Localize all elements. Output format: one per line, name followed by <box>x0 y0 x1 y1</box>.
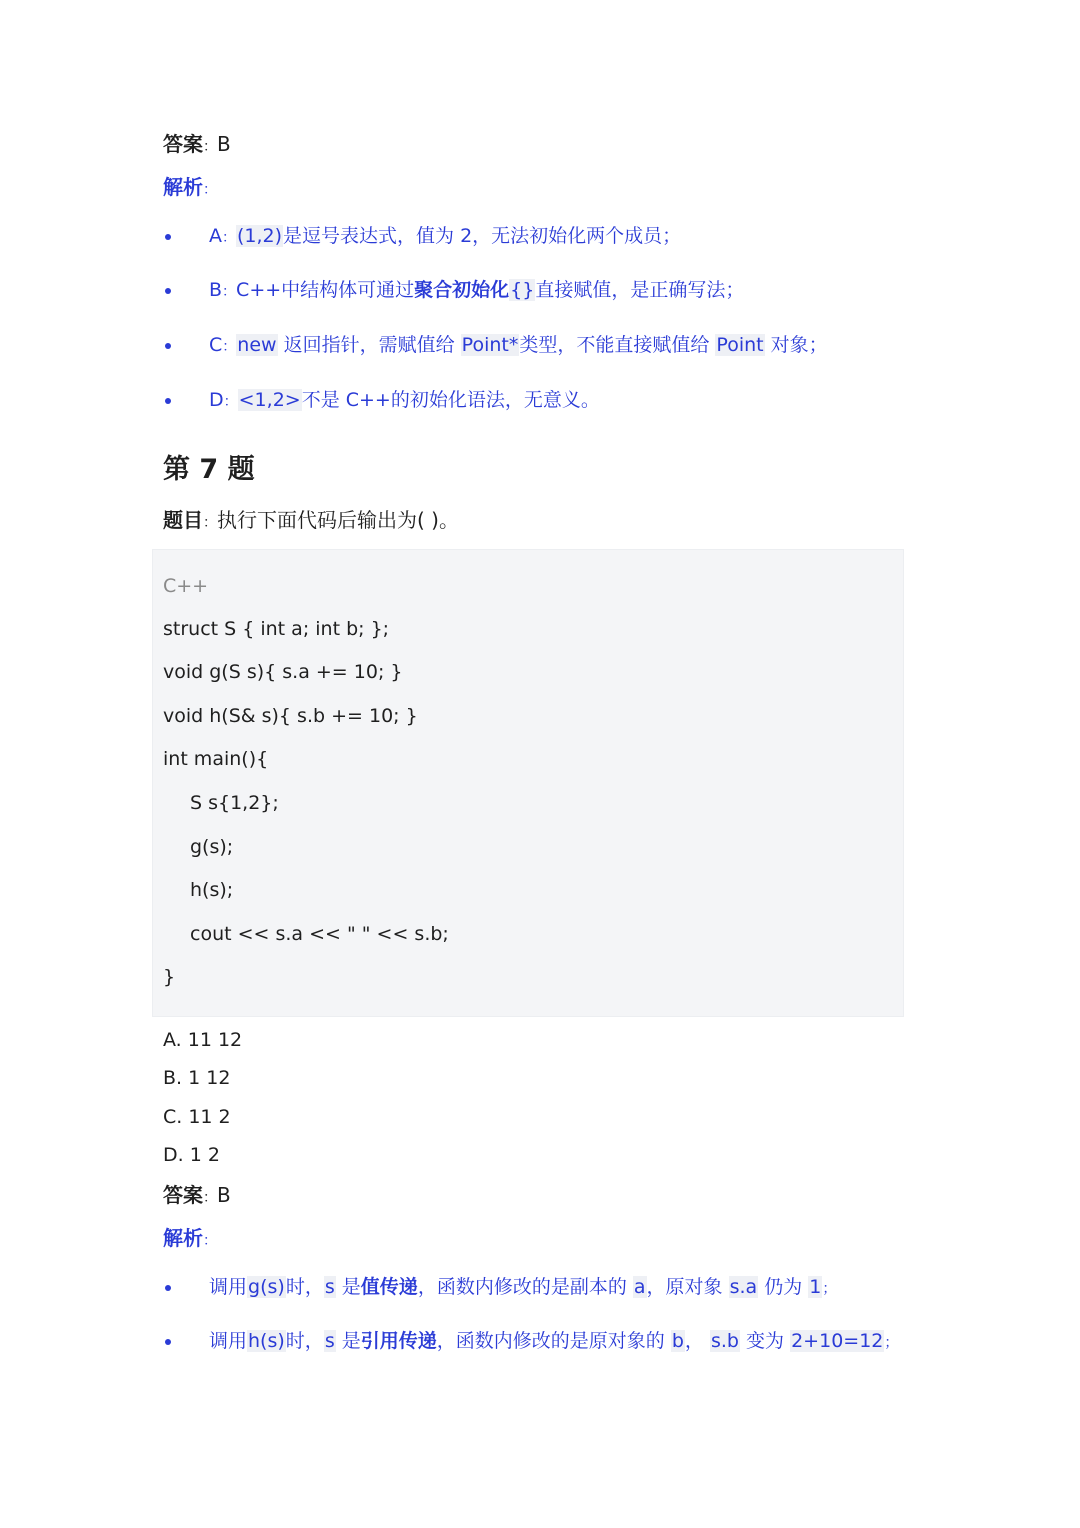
answer-colon: ： <box>203 139 217 155</box>
item-text: 调用 <box>209 1330 248 1352</box>
option-d: D. 1 2 <box>163 1144 220 1166</box>
analysis-colon: ： <box>203 1233 217 1249</box>
bullet-dot <box>165 398 171 404</box>
item-colon: ： <box>222 339 237 355</box>
item-prefix: C <box>209 334 223 356</box>
inline-code: {} <box>510 279 535 301</box>
inline-code: s.b <box>710 1330 739 1352</box>
bullet-dot <box>165 234 171 240</box>
question-label: 题目 <box>163 508 203 532</box>
q7-analysis-label-line <box>163 1224 217 1255</box>
item-text: 返回指针，需赋值给 <box>283 334 455 356</box>
option-c: C. 11 2 <box>163 1106 231 1128</box>
code-line: } <box>163 966 176 988</box>
q6-item-c <box>209 328 828 364</box>
inline-code: (1,2) <box>237 225 283 247</box>
inline-code: new <box>237 334 277 356</box>
analysis-label: 解析 <box>163 175 203 199</box>
code-line: void g(S s){ s.a += 10; } <box>163 661 403 683</box>
item-prefix: A <box>209 225 222 247</box>
item-text: 时， <box>285 1330 324 1352</box>
item-text: 是 <box>341 1276 361 1298</box>
item-text: ； <box>822 1281 837 1297</box>
item-text: ， <box>684 1330 704 1352</box>
inline-code: s <box>324 1276 335 1298</box>
item-colon: ： <box>222 284 237 300</box>
analysis-label: 解析 <box>163 1226 203 1250</box>
item-text: 仍为 <box>764 1276 803 1298</box>
bullet-dot <box>165 1285 171 1291</box>
q6-analysis-label-line <box>163 173 217 204</box>
item-prefix: B <box>209 279 223 301</box>
item-strong: 聚合初始化 <box>414 279 510 301</box>
item-text: 是逗号表达式，值为 2，无法初始化两个成员； <box>283 225 682 247</box>
q6-answer-line <box>163 130 231 161</box>
code-language-label: C++ <box>163 575 209 597</box>
code-line: h(s); <box>190 879 234 901</box>
inline-code: Point <box>716 334 764 356</box>
answer-value: B <box>217 132 231 156</box>
item-text: ，函数内修改的是副本的 <box>417 1276 627 1298</box>
inline-code: 1 <box>809 1276 822 1298</box>
inline-code: Point* <box>461 334 519 356</box>
item-text: 不是 C++的初始化语法，无意义。 <box>301 389 600 411</box>
item-colon: ： <box>222 230 236 246</box>
item-text: C++中结构体可通过 <box>236 279 415 301</box>
q7-item-1 <box>209 1270 836 1306</box>
item-strong: 引用传递 <box>360 1330 437 1352</box>
analysis-colon: ： <box>203 182 217 198</box>
code-line: cout << s.a << " " << s.b; <box>190 923 449 945</box>
q6-item-a <box>209 219 681 255</box>
inline-code: a <box>633 1276 646 1298</box>
code-line: struct S { int a; int b; }; <box>163 618 390 640</box>
option-a: A. 11 12 <box>163 1029 243 1051</box>
option-b: B. 1 12 <box>163 1067 231 1089</box>
item-prefix: D <box>209 389 224 411</box>
question-line <box>163 506 459 537</box>
answer-value: B <box>217 1183 231 1207</box>
item-text: 时， <box>285 1276 324 1298</box>
bullet-dot <box>165 343 171 349</box>
question-heading: 第 7 题 <box>163 454 255 485</box>
q7-answer-line <box>163 1181 231 1212</box>
question-text: 执行下面代码后输出为( )。 <box>217 508 459 532</box>
code-line: int main(){ <box>163 748 269 770</box>
q6-item-d <box>209 383 600 419</box>
inline-code: 2+10=12 <box>791 1330 884 1352</box>
item-colon: ： <box>223 394 238 410</box>
code-line: void h(S& s){ s.b += 10; } <box>163 705 418 727</box>
inline-code: s.a <box>729 1276 758 1298</box>
item-text: 类型，不能直接赋值给 <box>519 334 710 356</box>
code-line: S s{1,2}; <box>190 792 279 814</box>
item-strong: 值传递 <box>360 1276 418 1298</box>
bullet-dot <box>165 1339 171 1345</box>
inline-code: <1,2> <box>238 389 301 411</box>
item-text: ，原对象 <box>646 1276 723 1298</box>
inline-code: b <box>671 1330 684 1352</box>
bullet-dot <box>165 288 171 294</box>
answer-colon: ： <box>203 1190 217 1206</box>
item-text: 是 <box>341 1330 361 1352</box>
item-text: ； <box>884 1335 899 1351</box>
code-line: g(s); <box>190 836 234 858</box>
item-text: 调用 <box>209 1276 248 1298</box>
answer-label: 答案 <box>163 132 203 156</box>
item-text: 对象； <box>770 334 828 356</box>
answer-label: 答案 <box>163 1183 203 1207</box>
inline-code: h(s) <box>248 1330 285 1352</box>
question-colon: ： <box>203 515 217 531</box>
item-text: 变为 <box>746 1330 785 1352</box>
inline-code: g(s) <box>248 1276 285 1298</box>
q6-item-b <box>209 273 744 309</box>
item-text: ，函数内修改的是原对象的 <box>436 1330 665 1352</box>
item-text: 直接赋值，是正确写法； <box>535 279 745 301</box>
q7-item-2 <box>209 1324 898 1360</box>
inline-code: s <box>324 1330 335 1352</box>
